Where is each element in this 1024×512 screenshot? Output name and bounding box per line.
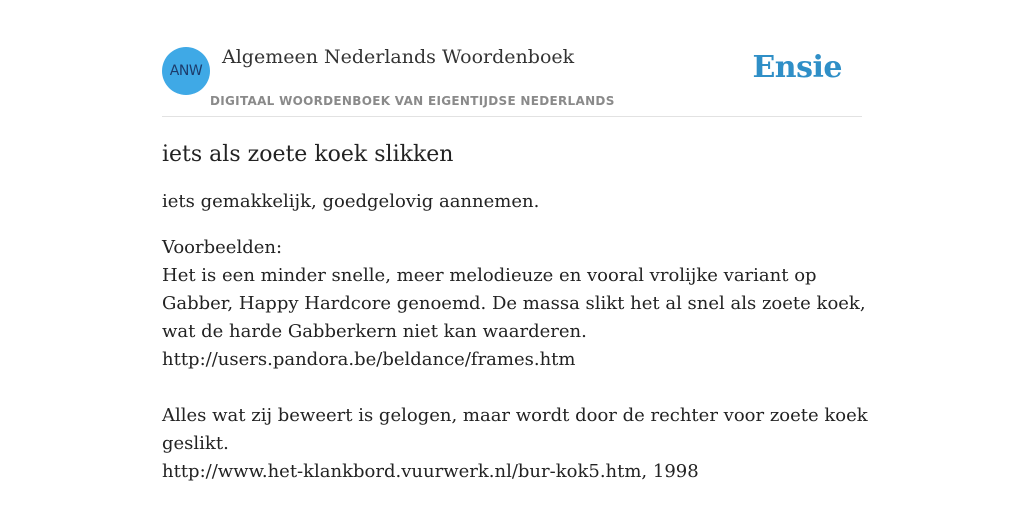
site-title[interactable]: Algemeen Nederlands Woordenboek (222, 46, 575, 68)
example-source: http://www.het-klankbord.vuurwerk.nl/bur-kok5.htm, 1998 (162, 461, 699, 482)
ensie-brand-logo[interactable]: Ensie (752, 50, 842, 85)
example-text: Het is een minder snelle, meer melodieuze en vooral vrolijke variant op Gabber, Happy Hardcore genoemd. De massa slikt het al snel als zoete koek, wat de harde Gabberkern niet kan waarderen. (162, 265, 866, 342)
logo-text: ANW (169, 63, 203, 79)
site-header (162, 0, 862, 117)
entry-content (162, 138, 872, 486)
headword: iets als zoete koek slikken (162, 142, 454, 167)
examples-label: Voorbeelden: (162, 237, 283, 258)
definition: iets gemakkelijk, goedgelovig aannemen. (162, 191, 540, 212)
anw-logo[interactable] (162, 47, 210, 95)
site-subtitle: DIGITAAL WOORDENBOEK VAN EIGENTIJDSE NEDERLANDS (210, 94, 615, 108)
example-item (162, 402, 872, 486)
examples-section (162, 234, 872, 486)
example-text: Alles wat zij beweert is gelogen, maar wordt door de rechter voor zoete koek geslikt. (162, 405, 868, 454)
example-source: http://users.pandora.be/beldance/frames.htm (162, 349, 576, 370)
example-item (162, 262, 872, 374)
